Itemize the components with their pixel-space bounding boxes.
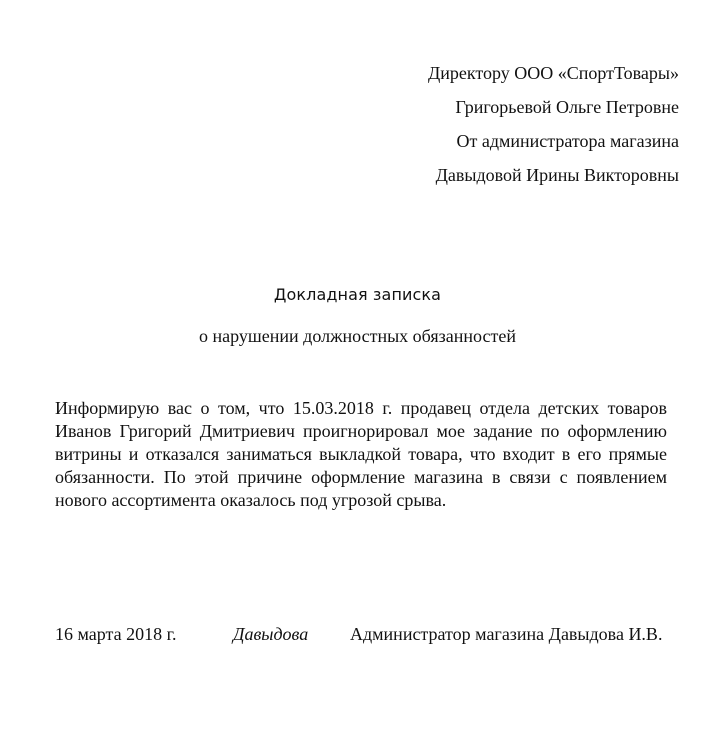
signature-date: 16 марта 2018 г. xyxy=(55,624,177,644)
body-paragraph: Информирую вас о том, что 15.03.2018 г. продавец отдела детских товаров Иванов Григорий Дмитриевич проигнорировал мое задание по оформлению витрины и отказался заниматься выкладкой товара, что входит в его прямые обязанности. По этой причине оформление магазина в связи с появлением нового ассортимента оказалось под угрозой срыва. xyxy=(55,398,667,510)
addressee-line: От администратора магазина xyxy=(456,131,679,151)
addressee-block xyxy=(428,56,679,192)
addressee-line: Давыдовой Ирины Викторовны xyxy=(435,165,679,185)
handwritten-signature: Давыдова xyxy=(233,624,309,644)
signatory-position: Администратор магазина Давыдова И.В. xyxy=(350,624,663,644)
document-subtitle: о нарушении должностных обязанностей xyxy=(199,326,516,346)
addressee-line: Директору ООО «СпортТовары» xyxy=(427,63,679,83)
addressee-line: Григорьевой Ольге Петровне xyxy=(455,97,679,117)
document-title: Докладная записка xyxy=(273,285,442,304)
